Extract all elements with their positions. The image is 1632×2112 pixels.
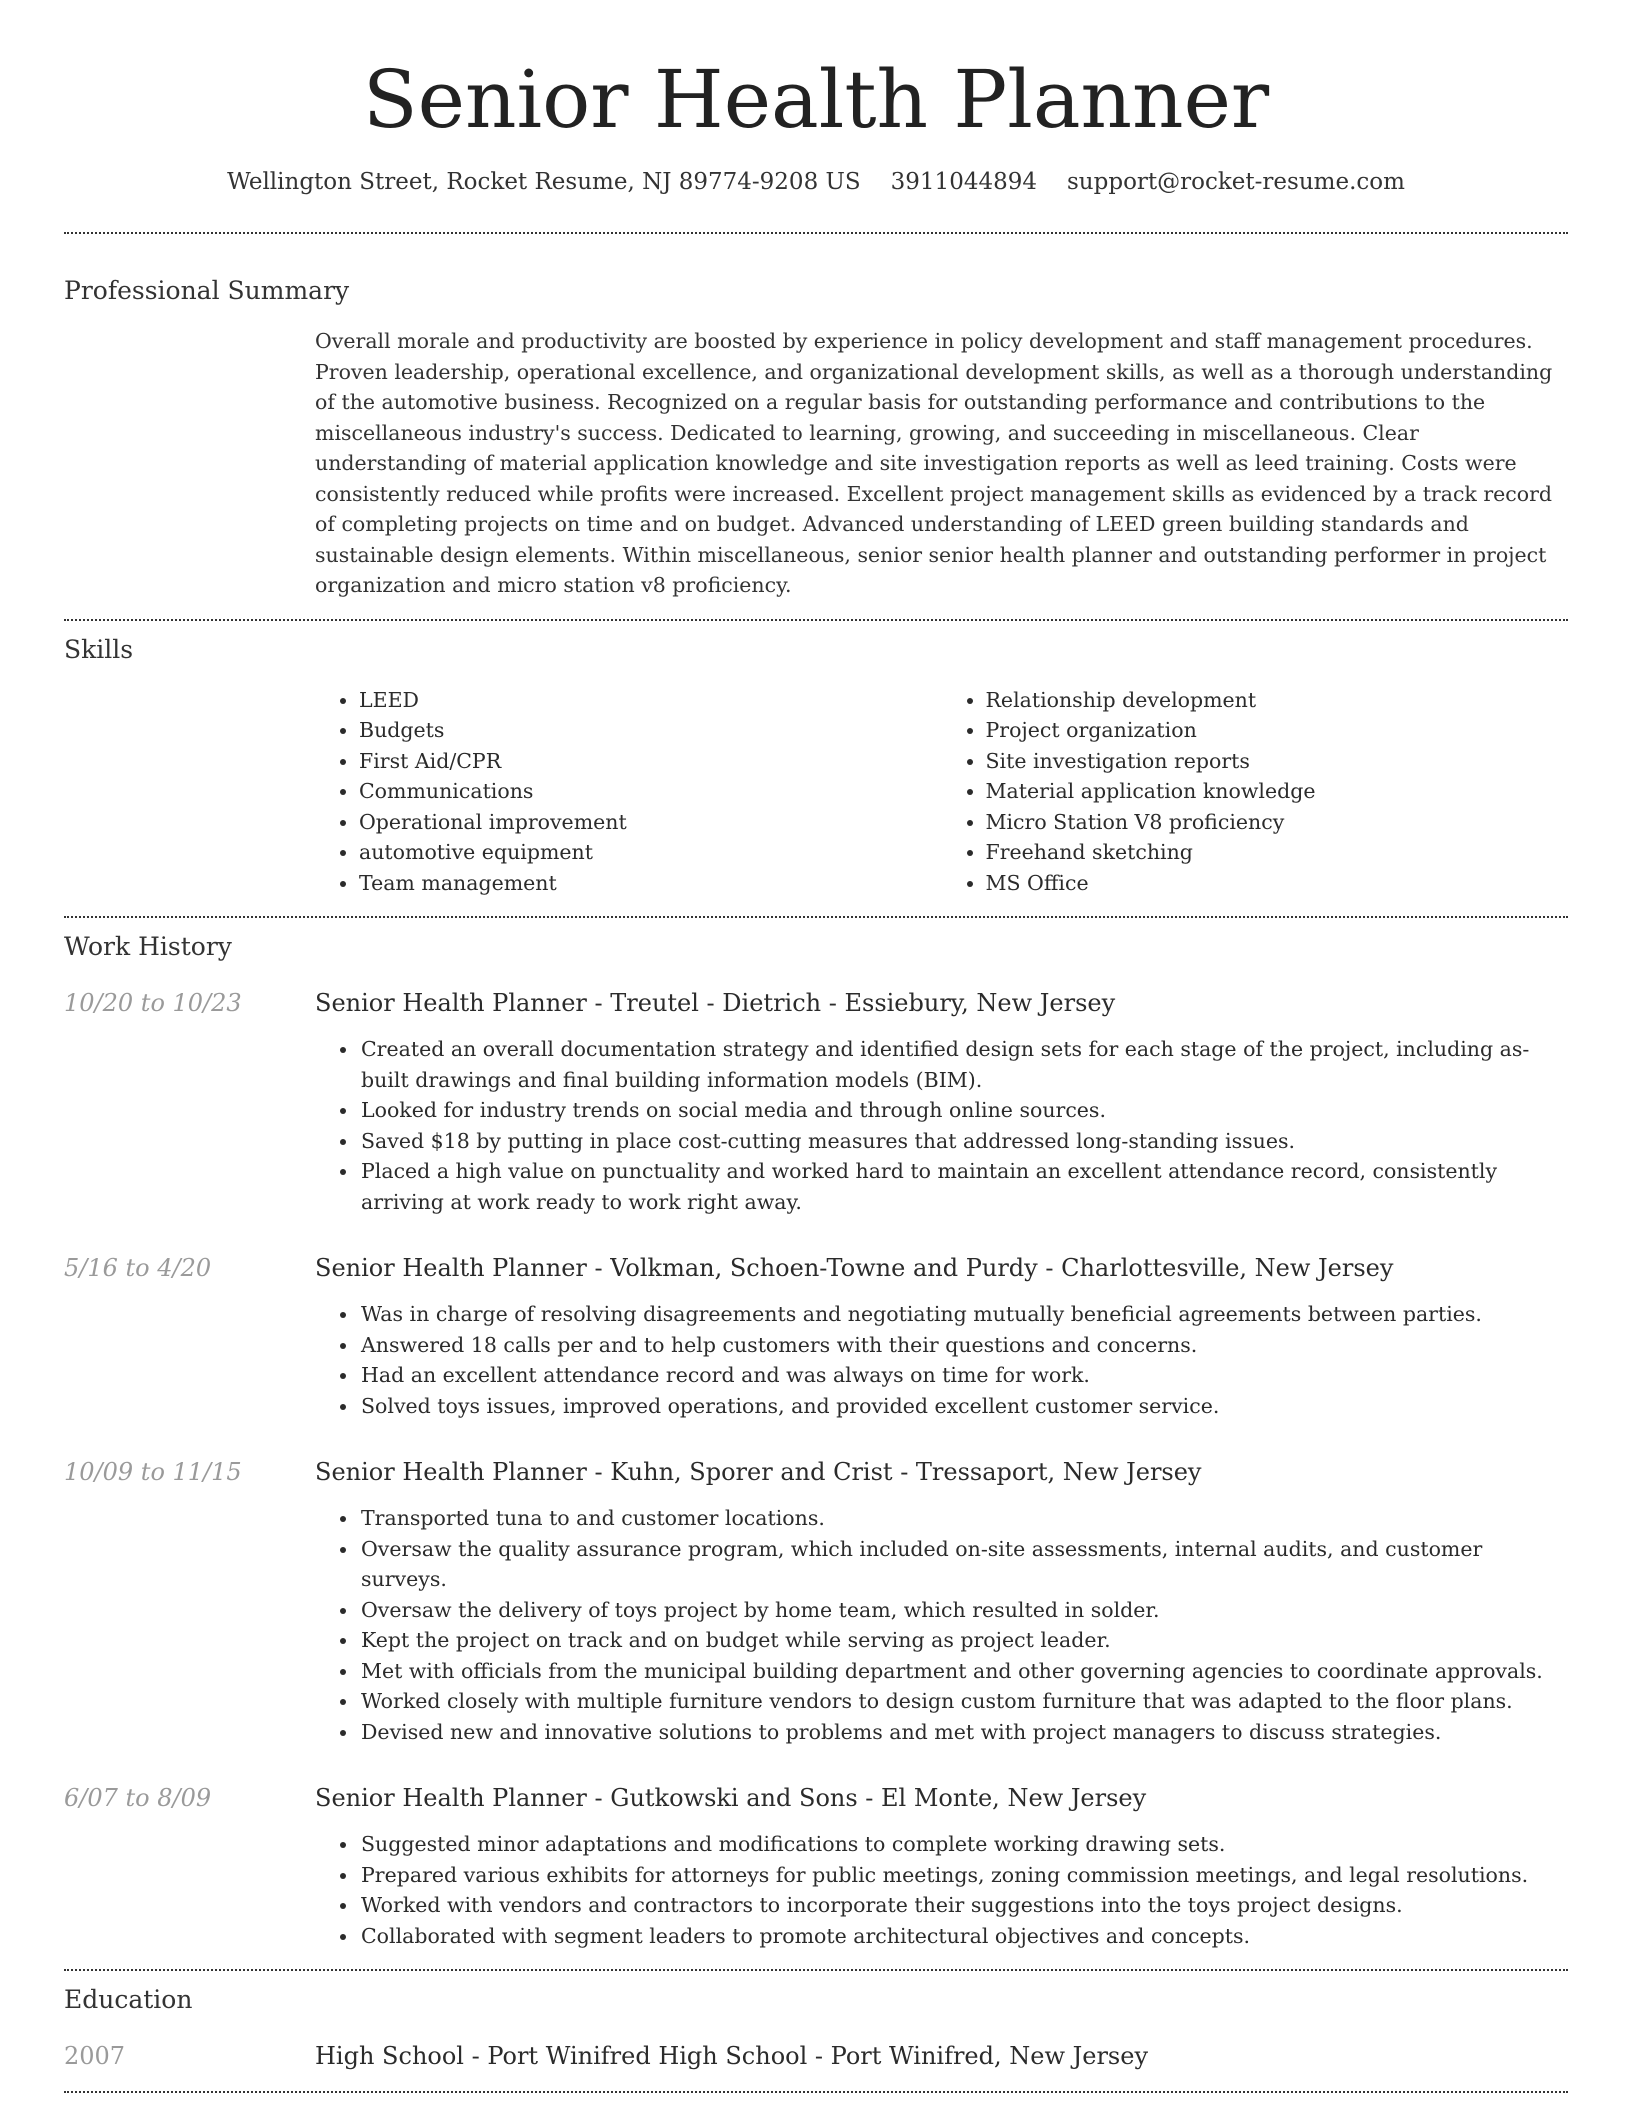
skill-item: • Communications <box>359 776 942 807</box>
job-bullet: • Placed a high value on punctuality and worked hard to maintain an excellent attendance record, consistently arriving at work ready to work right away. <box>359 1156 1568 1217</box>
section-divider <box>64 916 1568 918</box>
job-bullet: • Was in charge of resolving disagreements and negotiating mutually beneficial agreements between parties. <box>359 1299 1568 1330</box>
job-title: Senior Health Planner - Treutel - Dietrich - Essiebury, New Jersey <box>315 989 1116 1017</box>
skill-item: • MS Office <box>986 868 1569 899</box>
contact-email[interactable]: support@rocket-resume.com <box>1067 169 1405 195</box>
job-bullet: • Oversaw the quality assurance program, which included on-site assessments, internal audits, and customer surveys. <box>359 1534 1568 1595</box>
skills-list-left <box>315 685 942 899</box>
job-dates: 10/09 to 11/15 <box>64 1458 242 1486</box>
job-entry <box>64 1455 1568 1747</box>
job-bullet: • Looked for industry trends on social media and through online sources. <box>359 1095 1568 1126</box>
skills-grid <box>315 685 1568 899</box>
work-history-title: Work History <box>64 932 232 961</box>
education-entry <box>64 2039 1568 2073</box>
resume-name: Senior Health Planner <box>362 53 1270 146</box>
professional-summary-section <box>64 274 1568 601</box>
job-header <box>64 1455 1568 1489</box>
skill-item: • Team management <box>359 868 942 899</box>
job-bullets <box>315 1034 1568 1217</box>
job-entry <box>64 1251 1568 1421</box>
job-title: Senior Health Planner - Kuhn, Sporer and Crist - Tressaport, New Jersey <box>315 1458 1202 1486</box>
education-title: Education <box>64 1985 193 2014</box>
job-bullet: • Kept the project on track and on budget while serving as project leader. <box>359 1625 1568 1656</box>
section-divider <box>64 619 1568 621</box>
professional-summary-title: Professional Summary <box>64 276 350 305</box>
skill-item: • Material application knowledge <box>986 776 1569 807</box>
skill-item: • Project organization <box>986 715 1569 746</box>
job-bullet: • Oversaw the delivery of toys project by home team, which resulted in solder. <box>359 1595 1568 1626</box>
skills-section <box>64 633 1568 899</box>
job-bullet: • Devised new and innovative solutions to problems and met with project managers to discuss strategies. <box>359 1717 1568 1748</box>
education-year: 2007 <box>64 2042 126 2070</box>
skills-list-right <box>942 685 1569 899</box>
work-history-section <box>64 930 1568 1951</box>
professional-summary-text: Overall morale and productivity are boosted by experience in policy development and staff management procedures. Proven leadership, operational excellence, and organizational development skills, as well as a thorough understanding of the automotive business. Recognized on a regular basis for outstanding performance and contributions to the miscellaneous industry's success. Dedicated to learning, growing, and succeeding in miscellaneous. Clear understanding of material application knowledge and site investigation reports as well as leed training. Costs were consistently reduced while profits were increased. Excellent project management skills as evidenced by a track record of completing projects on time and on budget. Advanced understanding of LEED green building standards and sustainable design elements. Within miscellaneous, senior senior health planner and outstanding performer in project organization and micro station v8 proficiency. <box>315 329 1553 597</box>
job-bullet: • Worked closely with multiple furniture vendors to design custom furniture that was adapted to the floor plans. <box>359 1686 1568 1717</box>
contact-address: Wellington Street, Rocket Resume, NJ 89774-9208 US <box>227 169 861 195</box>
section-divider <box>64 1969 1568 1971</box>
job-bullet: • Prepared various exhibits for attorneys for public meetings, zoning commission meetings, and legal resolutions. <box>359 1860 1568 1891</box>
skill-item: • Site investigation reports <box>986 746 1569 777</box>
job-entry <box>64 1781 1568 1951</box>
skill-item: • Micro Station V8 proficiency <box>986 807 1569 838</box>
job-title: Senior Health Planner - Gutkowski and Sons - El Monte, New Jersey <box>315 1784 1147 1812</box>
skill-item: • Freehand sketching <box>986 837 1569 868</box>
job-bullet: • Answered 18 calls per and to help customers with their questions and concerns. <box>359 1330 1568 1361</box>
job-header <box>64 1251 1568 1285</box>
education-section <box>64 1983 1568 2073</box>
job-bullet: • Solved toys issues, improved operations, and provided excellent customer service. <box>359 1391 1568 1422</box>
section-divider <box>64 232 1568 234</box>
job-bullet: • Created an overall documentation strategy and identified design sets for each stage of the project, including as-built drawings and final building information models (BIM). <box>359 1034 1568 1095</box>
job-bullets <box>315 1299 1568 1421</box>
job-title: Senior Health Planner - Volkman, Schoen-Towne and Purdy - Charlottesville, New Jersey <box>315 1254 1394 1282</box>
job-dates: 6/07 to 8/09 <box>64 1784 212 1812</box>
skill-item: • First Aid/CPR <box>359 746 942 777</box>
skills-title: Skills <box>64 634 134 664</box>
skill-item: • automotive equipment <box>359 837 942 868</box>
education-detail: High School - Port Winifred High School - Port Winifred, New Jersey <box>315 2042 1149 2070</box>
contact-line <box>64 166 1568 198</box>
skill-item: • LEED <box>359 685 942 716</box>
contact-phone: 3911044894 <box>890 169 1037 195</box>
job-header <box>64 1781 1568 1815</box>
skill-item: • Operational improvement <box>359 807 942 838</box>
job-bullet: • Transported tuna to and customer locations. <box>359 1503 1568 1534</box>
job-header <box>64 986 1568 1020</box>
job-bullet: • Met with officials from the municipal building department and other governing agencies to coordinate approvals. <box>359 1656 1568 1687</box>
section-divider <box>64 2091 1568 2093</box>
job-bullets <box>315 1829 1568 1951</box>
job-dates: 5/16 to 4/20 <box>64 1254 212 1282</box>
job-bullets <box>315 1503 1568 1747</box>
job-bullet: • Had an excellent attendance record and was always on time for work. <box>359 1360 1568 1391</box>
resume-page <box>64 0 1568 2093</box>
job-bullet: • Worked with vendors and contractors to incorporate their suggestions into the toys project designs. <box>359 1890 1568 1921</box>
job-bullet: • Saved $18 by putting in place cost-cutting measures that addressed long-standing issues. <box>359 1126 1568 1157</box>
job-bullet: • Suggested minor adaptations and modifications to complete working drawing sets. <box>359 1829 1568 1860</box>
skill-item: • Relationship development <box>986 685 1569 716</box>
job-bullet: • Collaborated with segment leaders to promote architectural objectives and concepts. <box>359 1921 1568 1952</box>
job-dates: 10/20 to 10/23 <box>64 989 242 1017</box>
job-entry <box>64 986 1568 1217</box>
skill-item: • Budgets <box>359 715 942 746</box>
